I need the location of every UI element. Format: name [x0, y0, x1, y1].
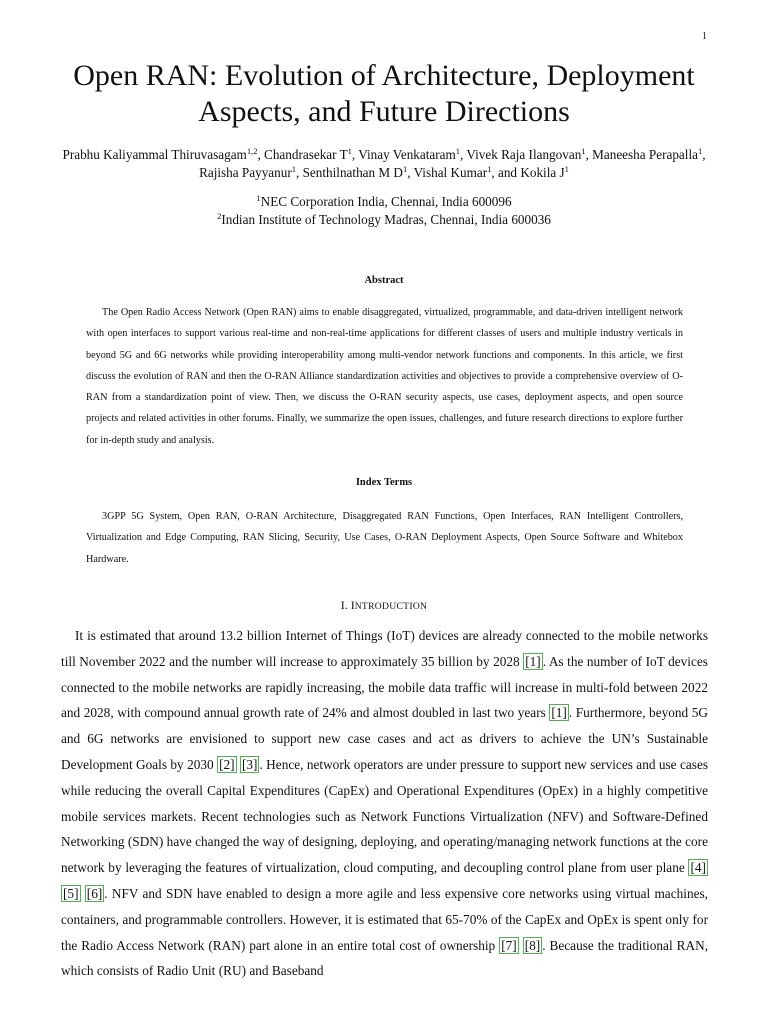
section-title-initial: I: [350, 598, 355, 612]
author-list: [60, 146, 708, 182]
author-affiliation-marker: 1: [402, 164, 408, 174]
affiliation-marker: 1: [256, 193, 261, 203]
index-terms-text: 3GPP 5G System, Open RAN, O-RAN Architecture, Disaggregated RAN Functions, Open Interfaces, RAN Intelligent Controllers, Virtualization and Edge Computing, RAN Slicing, Security, Use Cases, O-RAN Deployment Aspects, Open Source Software and Whitebox Hardware.: [86, 511, 683, 565]
affiliation-line: [60, 193, 708, 211]
affiliation-line: [60, 211, 708, 229]
author-name: Maneesha Perapalla: [592, 147, 698, 162]
citation-link[interactable]: [1]: [551, 705, 567, 721]
author-affiliation-marker: 1: [455, 146, 460, 156]
author-name: Chandrasekar T: [264, 147, 348, 162]
author-separator: ,: [351, 147, 359, 162]
introduction-paragraph: It is estimated that around 13.2 billion Internet of Things (IoT) devices are already connected to the mobile networks till November 2022 and the number will increase to approximately 35 billion by 2028 [1] . As the number of IoT devices connected to the mobile networks are rapidly increasing, the mobile data traffic will increase in multi-fold between 2022 and 2028, with compound annual growth rate of 24% and almost doubled in last two years [1] . Furthermore, beyond 5G and 6G networks are envisioned to support new case cases and act as drivers to achieve the UN’s Sustainable Development Goals by 2030 [2] [3] . Hence, network operators are under pressure to support new services and use cases while reducing the overall Capital Expenditures (CapEx) and Operational Expenditures (OpEx) in a highly competitive mobile services markets. Recent technologies such as Network Functions Virtualization (NFV) and Software-Defined Networking (SDN) have changed the way of designing, deploying, and operating/managing network functions at the core network by leveraging the features of virtualization, cloud computing, and decoupling control plane from user plane [4] [5] [6] . NFV and SDN have enabled to design a more agile and less expensive core networks using virtual machines, containers, and programmable controllers. However, it is estimated that 65-70% of the CapEx and OpEx is spent only for the Radio Access Network (RAN) part alone in an entire total cost of ownership [7] [8] . Because the traditional RAN, which consists of Radio Unit (RU) and Baseband: [61, 628, 709, 979]
author-name: Kokila J: [520, 165, 565, 180]
abstract-heading: Abstract: [364, 275, 404, 286]
author-affiliation-marker: 1: [581, 146, 586, 156]
author-separator: ,: [460, 147, 467, 162]
citation-link[interactable]: [4]: [690, 860, 706, 876]
paper-title: Open RAN: Evolution of Architecture, Deployment Aspects, and Future Directions: [73, 59, 695, 128]
section-title-rest: NTRODUCTION: [354, 601, 428, 612]
author-name: Prabhu Kaliyammal Thiruvasagam: [62, 147, 247, 162]
citation-link[interactable]: [5]: [63, 885, 79, 901]
citation-link[interactable]: [8]: [524, 937, 541, 953]
citation-link[interactable]: [1]: [525, 653, 541, 669]
citation-link[interactable]: [7]: [501, 937, 517, 953]
index-terms-heading: Index Terms: [355, 477, 413, 488]
citation-link[interactable]: [3]: [241, 756, 258, 772]
author-name: Vishal Kumar: [413, 165, 488, 180]
author-name: Vivek Raja Ilangovan: [466, 147, 582, 162]
author-affiliation-marker: 1: [347, 146, 352, 156]
author-affiliation-marker: 1: [291, 164, 296, 174]
author-separator: , and: [491, 165, 521, 180]
author-affiliation-marker: 1: [697, 146, 703, 156]
author-separator: ,: [296, 165, 303, 180]
author-affiliation-marker: 1: [564, 164, 569, 174]
affiliation-marker: 2: [217, 211, 222, 221]
author-separator: ,: [585, 147, 593, 162]
abstract-text: The Open Radio Access Network (Open RAN) aims to enable disaggregated, virtualized, programmable, and data-driven intelligent network with open interfaces to support various real-time and non-real-time applications for different classes of users and multiple industry verticals in beyond 5G and 6G networks while providing interoperability among multi-vendor network functions and components. In this article, we first discuss the evolution of RAN and then the O-RAN Alliance standardization activities and objectives to provide a comprehensive overview of O-RAN from a standardization point of view. Then, we discuss the O-RAN security aspects, use cases, deployment aspects, and open source projects and related activities in other forums. Finally, we summarize the open issues, challenges, and future research directions to explore further for in-depth study and analysis.: [86, 307, 683, 446]
affiliation-list: [60, 193, 708, 229]
author-separator: ,: [257, 147, 265, 162]
citation-link[interactable]: [6]: [86, 885, 103, 901]
author-separator: ,: [702, 147, 706, 162]
page-number: 1: [702, 31, 707, 42]
affiliation-text: NEC Corporation India, Chennai, India 600096: [260, 194, 512, 209]
author-name: Senthilnathan M D: [302, 165, 403, 180]
author-separator: ,: [407, 165, 414, 180]
affiliation-text: Indian Institute of Technology Madras, Chennai, India 600036: [221, 212, 551, 227]
section-numeral: I.: [340, 598, 351, 612]
citation-link[interactable]: [2]: [219, 756, 235, 772]
author-name: Vinay Venkataram: [358, 147, 456, 162]
author-affiliation-marker: 1,2: [246, 146, 258, 156]
section-heading-introduction: [0, 598, 768, 613]
author-affiliation-marker: 1: [487, 164, 492, 174]
author-name: Rajisha Payyanur: [199, 165, 292, 180]
